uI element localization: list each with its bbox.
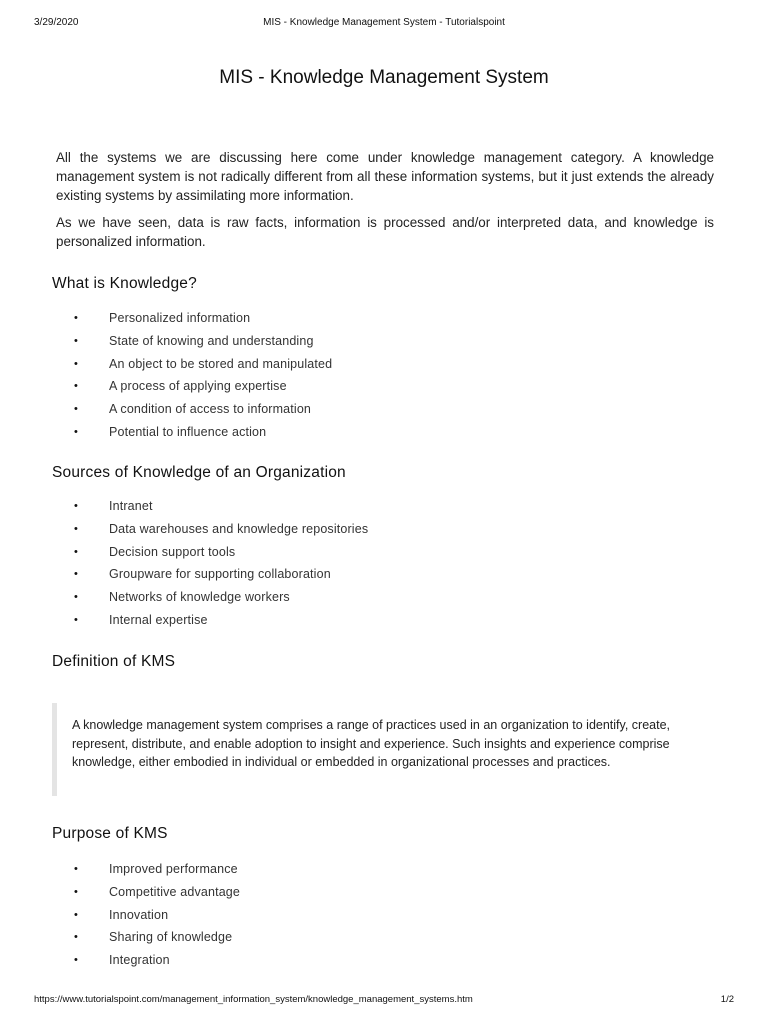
list-item (52, 907, 672, 930)
list-item-text: Integration (109, 953, 170, 968)
page-number: 1/2 (720, 994, 734, 1005)
sources-list (52, 498, 672, 635)
bullet-icon: • (74, 334, 79, 347)
print-footer (34, 994, 734, 1008)
bullet-icon: • (74, 908, 79, 921)
list-item (52, 378, 672, 401)
section-heading-sources: Sources of Knowledge of an Organization (52, 464, 346, 481)
list-item (52, 310, 672, 333)
list-item (52, 401, 672, 424)
list-item-text: Networks of knowledge workers (109, 590, 290, 605)
bullet-icon: • (74, 863, 79, 875)
list-item (52, 566, 672, 589)
bullet-icon: • (74, 522, 79, 535)
what-is-knowledge-list (52, 310, 672, 447)
list-item-text: An object to be stored and manipulated (109, 356, 333, 371)
bullet-icon: • (74, 613, 79, 626)
list-item-text: Data warehouses and knowledge repositories (109, 521, 369, 536)
section-heading-purpose: Purpose of KMS (52, 825, 168, 842)
intro-paragraph: All the systems we are discussing here come under knowledge management category. A knowledge management system is not radically different from all these information systems, but it just extends the already existing systems by assimilating more information. (56, 150, 714, 203)
list-item (52, 521, 672, 544)
list-item (52, 861, 672, 884)
definition-text: A knowledge management system comprises a range of practices used in an organization to identify, create, represent, distribute, and enable adoption to insight and experience. Such insights and experience comprise knowledge, either embodied in individual or embedded in organizational processes and practices. (72, 718, 671, 769)
list-item (52, 333, 672, 356)
list-item-text: Sharing of knowledge (109, 930, 233, 945)
list-item (52, 424, 672, 447)
list-item (52, 356, 672, 379)
bullet-icon: • (74, 545, 79, 558)
bullet-icon: • (74, 312, 79, 324)
list-item (52, 612, 672, 635)
intro-paragraph: As we have seen, data is raw facts, information is processed and/or interpreted data, and knowledge is personalized information. (56, 215, 714, 249)
print-header (34, 17, 734, 31)
list-item (52, 498, 672, 521)
bullet-icon: • (74, 425, 79, 438)
list-item-text: Improved performance (109, 862, 238, 876)
bullet-icon: • (74, 568, 79, 581)
bullet-icon: • (74, 931, 79, 944)
section-heading-what-is-knowledge: What is Knowledge? (52, 275, 197, 292)
page-title: MIS - Knowledge Management System (219, 67, 549, 88)
page-url: https://www.tutorialspoint.com/management_information_system/knowledge_management_systems.htm (34, 994, 473, 1005)
list-item-text: Decision support tools (109, 544, 236, 559)
print-date: 3/29/2020 (34, 17, 79, 28)
bullet-icon: • (74, 885, 79, 898)
list-item-text: Groupware for supporting collaboration (109, 567, 331, 582)
print-page-title: MIS - Knowledge Management System - Tutorialspoint (263, 17, 505, 28)
list-item (52, 929, 672, 952)
bullet-icon: • (74, 403, 79, 416)
bullet-icon: • (74, 357, 79, 370)
bullet-icon: • (74, 591, 79, 604)
list-item (52, 544, 672, 567)
list-item-text: Intranet (109, 499, 153, 513)
list-item-text: A condition of access to information (109, 402, 312, 417)
bullet-icon: • (74, 500, 79, 512)
bullet-icon: • (74, 380, 79, 393)
purpose-list (52, 861, 672, 975)
list-item-text: State of knowing and understanding (109, 333, 314, 348)
list-item (52, 884, 672, 907)
list-item (52, 952, 672, 975)
section-heading-definition: Definition of KMS (52, 653, 176, 670)
bullet-icon: • (74, 954, 79, 967)
list-item-text: Internal expertise (109, 612, 208, 627)
list-item-text: Potential to influence action (109, 424, 267, 439)
list-item (52, 589, 672, 612)
list-item-text: A process of applying expertise (109, 379, 287, 394)
list-item-text: Personalized information (109, 311, 251, 325)
list-item-text: Competitive advantage (109, 884, 241, 899)
list-item-text: Innovation (109, 907, 169, 922)
definition-blockquote (52, 703, 716, 796)
